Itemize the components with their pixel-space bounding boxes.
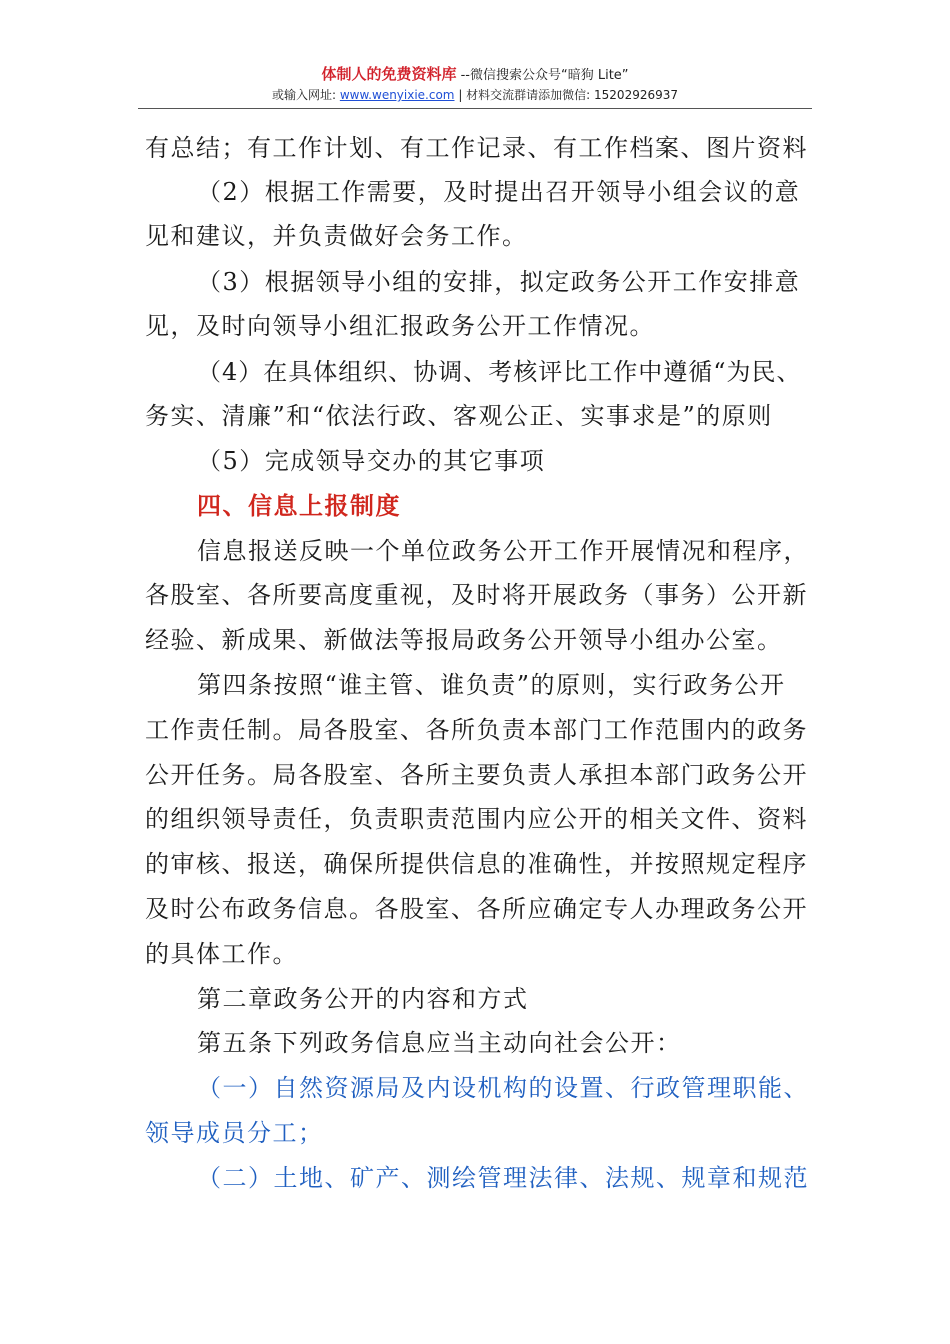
header-contact-line [138, 86, 812, 104]
paragraph-line: 及时公布政务信息。各股室、各所应确定专人办理政务公开 [145, 895, 808, 923]
header-tagline: --微信搜索公众号“暗狗 Lite” [456, 68, 629, 83]
paragraph-line: 的组织领导责任，负责职责范围内应公开的相关文件、资料 [145, 805, 808, 833]
paragraph-line: 务实、清廉”和“依法行政、客观公正、实事求是”的原则 [145, 402, 773, 430]
page-header [138, 64, 812, 104]
list-item-line: 领导成员分工； [145, 1119, 324, 1147]
header-title-line [138, 64, 812, 86]
paragraph-line: 第四条按照“谁主管、谁负责”的原则，实行政务公开 [197, 671, 786, 699]
paragraph-line: 见和建议，并负责做好会务工作。 [145, 222, 528, 250]
list-item-line: （二）土地、矿产、测绘管理法律、法规、规章和规范 [197, 1164, 809, 1192]
header-divider [138, 108, 812, 109]
paragraph-line: （5）完成领导交办的其它事项 [197, 447, 546, 475]
section-heading: 四、信息上报制度 [197, 492, 401, 520]
paragraph-line: 的具体工作。 [145, 940, 298, 968]
header-url-prefix: 或输入网址: [271, 88, 340, 102]
paragraph-line: 经验、新成果、新做法等报局政务公开领导小组办公室。 [145, 626, 783, 654]
list-item-line: （一）自然资源局及内设机构的设置、行政管理职能、 [197, 1074, 809, 1102]
paragraph-line: 信息报送反映一个单位政务公开工作开展情况和程序， [197, 537, 809, 565]
paragraph-line: 公开任务。局各股室、各所主要负责人承担本部门政务公开 [145, 761, 808, 789]
paragraph-line: （4）在具体组织、协调、考核评比工作中遵循“为民、 [197, 358, 802, 386]
paragraph-line: 的审核、报送，确保所提供信息的准确性，并按照规定程序 [145, 850, 808, 878]
paragraph-line: 第五条下列政务信息应当主动向社会公开： [197, 1029, 682, 1057]
chapter-title: 第二章政务公开的内容和方式 [197, 985, 529, 1013]
paragraph-line: 工作责任制。局各股室、各所负责本部门工作范围内的政务 [145, 716, 808, 744]
paragraph-line: 有总结；有工作计划、有工作记录、有工作档案、图片资料 [145, 134, 808, 162]
paragraph-line: （3）根据领导小组的安排，拟定政务公开工作安排意 [197, 268, 801, 296]
paragraph-line: 见，及时向领导小组汇报政务公开工作情况。 [145, 312, 655, 340]
paragraph-line: 各股室、各所要高度重视，及时将开展政务（事务）公开新 [145, 581, 808, 609]
paragraph-line: （2）根据工作需要，及时提出召开领导小组会议的意 [197, 178, 801, 206]
header-brand: 体制人的免费资料库 [321, 65, 457, 83]
header-site-link[interactable]: www.wenyixie.com [339, 88, 455, 102]
header-wechat-text: | 材料交流群请添加微信: 15202926937 [454, 88, 679, 102]
